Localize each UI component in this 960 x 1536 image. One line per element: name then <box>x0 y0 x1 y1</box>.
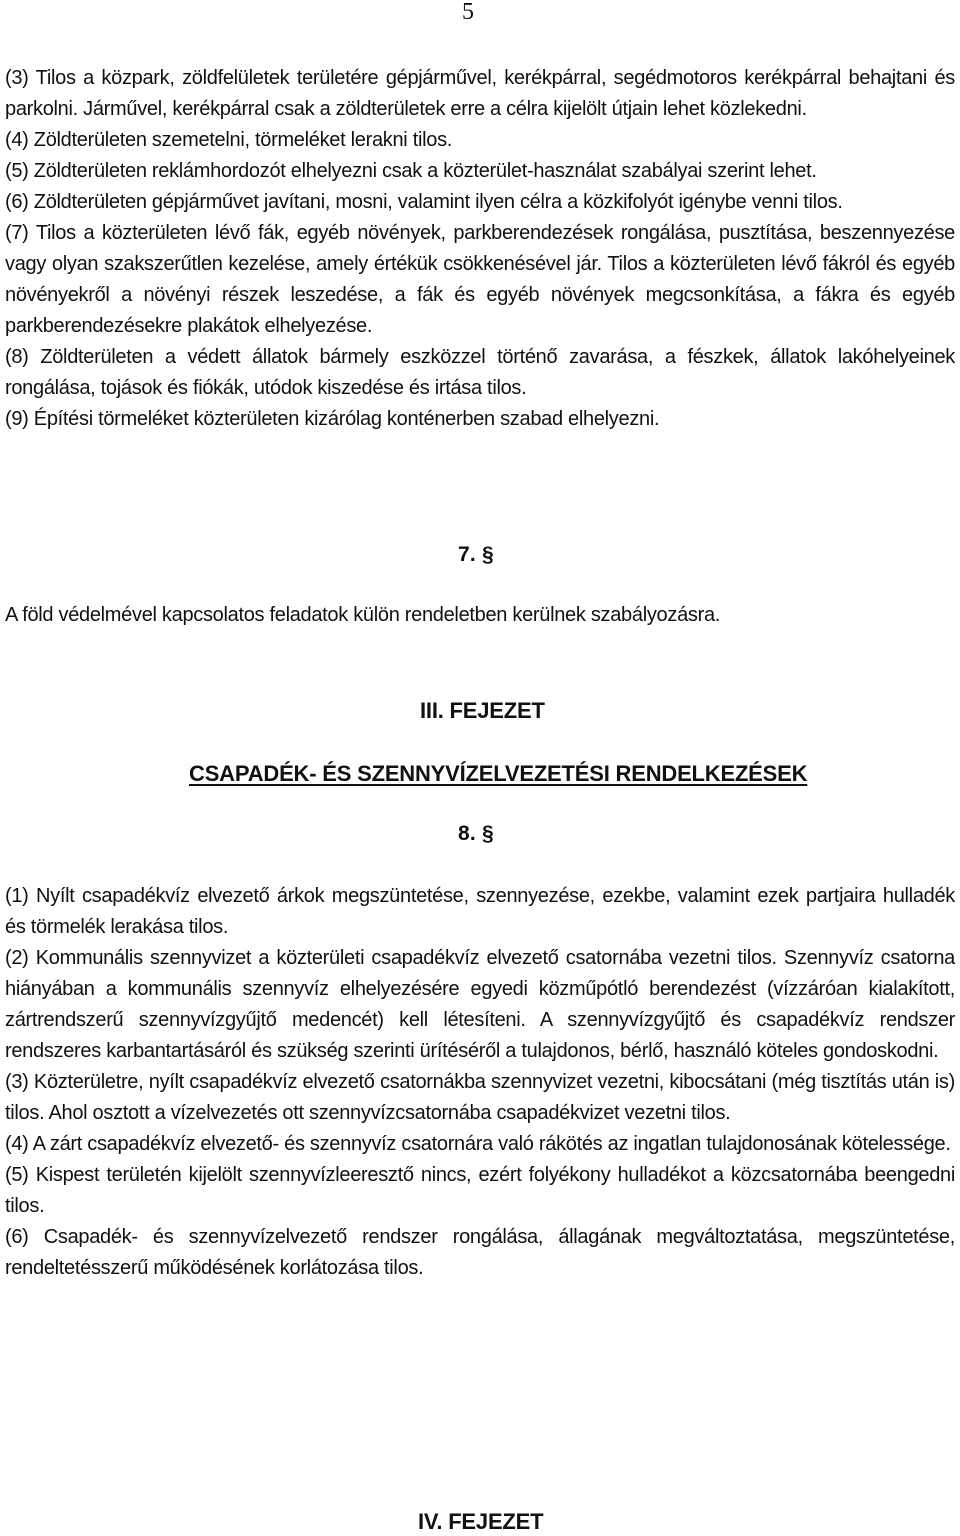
section-a-paragraphs <box>5 63 955 435</box>
paragraph-7: (7) Tilos a közterületen lévő fák, egyéb növények, parkberendezések rongálása, pusztítása, beszennyezése vagy olyan szakszerűtlen kezelése, amely értékük csökkenésével jár. Tilos a közterületen lévő fákról és egyéb növényekről a növényi részek leszedése, a fák és egyéb növények megcsonkítása, a fákra és egyéb parkberendezésekre plakátok elhelyezése. <box>5 222 955 337</box>
paragraph-8-2: (2) Kommunális szennyvizet a közterületi csapadékvíz elvezető csatornába vezetni tilos. Szennyvíz csatorna hiányában a kommunális szennyvíz elhelyezésére egyedi közműpótló berendezést (vízzáróan kialakított, zártrendszerű szennyvízgyűjtő medencét) kell létesíteni. A szennyvízgyűjtő és csapadékvíz rendszer rendszeres karbantartásáról és szükség szerinti ürítéséről a tulajdonos, bérlő, használó köteles gondoskodni. <box>5 947 955 1062</box>
paragraph-9: (9) Építési törmeléket közterületen kizárólag konténerben szabad elhelyezni. <box>5 408 660 430</box>
paragraph-5: (5) Zöldterületen reklámhordozót elhelyezni csak a közterület-használat szabályai szerint lehet. <box>5 160 817 182</box>
section-7-number: 7. § <box>458 543 494 566</box>
chapter-3-title: CSAPADÉK- ÉS SZENNYVÍZELVEZETÉSI RENDELKEZÉSEK <box>189 761 808 786</box>
chapter-3-label: III. FEJEZET <box>420 698 545 723</box>
paragraph-8-5: (5) Kispest területén kijelölt szennyvízleeresztő nincs, ezért folyékony hulladékot a közcsatornába beengedni tilos. <box>5 1164 955 1217</box>
paragraph-6: (6) Zöldterületen gépjárművet javítani, mosni, valamint ilyen célra a közkifolyót igénybe venni tilos. <box>5 191 843 213</box>
section-7-body <box>5 600 955 631</box>
paragraph-4: (4) Zöldterületen szemetelni, törmeléket lerakni tilos. <box>5 129 453 151</box>
paragraph-8-6: (6) Csapadék- és szennyvízelvezető rendszer rongálása, állagának megváltoztatása, megszüntetése, rendeltetésszerű működésének korlátozása tilos. <box>5 1226 955 1279</box>
paragraph-8-3: (3) Közterületre, nyílt csapadékvíz elvezető csatornákba szennyvizet vezetni, kibocsátani (még tisztítás után is) tilos. Ahol osztott a vízelvezetés ott szennyvízcsatornába csapadékvizet vezetni tilos. <box>5 1071 955 1124</box>
section-7-paragraph: A föld védelmével kapcsolatos feladatok külön rendeletben kerülnek szabályozásra. <box>5 604 721 626</box>
page-number: 5 <box>462 0 474 25</box>
section-8-paragraphs <box>5 881 955 1284</box>
paragraph-3: (3) Tilos a közpark, zöldfelületek területére gépjárművel, kerékpárral, segédmotoros kerékpárral behajtani és parkolni. Járművel, kerékpárral csak a zöldterületek erre a célra kijelölt útjain lehet közlekedni. <box>5 67 955 120</box>
paragraph-8-4: (4) A zárt csapadékvíz elvezető- és szennyvíz csatornára való rákötés az ingatlan tulajdonosának kötelessége. <box>5 1133 951 1155</box>
chapter-4-label: IV. FEJEZET <box>418 1509 544 1534</box>
paragraph-8-1: (1) Nyílt csapadékvíz elvezető árkok megszüntetése, szennyezése, ezekbe, valamint ezek partjaira hulladék és törmelék lerakása tilos. <box>5 885 955 938</box>
section-8-number: 8. § <box>458 822 494 845</box>
paragraph-8: (8) Zöldterületen a védett állatok bármely eszközzel történő zavarása, a fészkek, állatok lakóhelyeinek rongálása, tojások és fiókák, utódok kiszedése és irtása tilos. <box>5 346 955 399</box>
